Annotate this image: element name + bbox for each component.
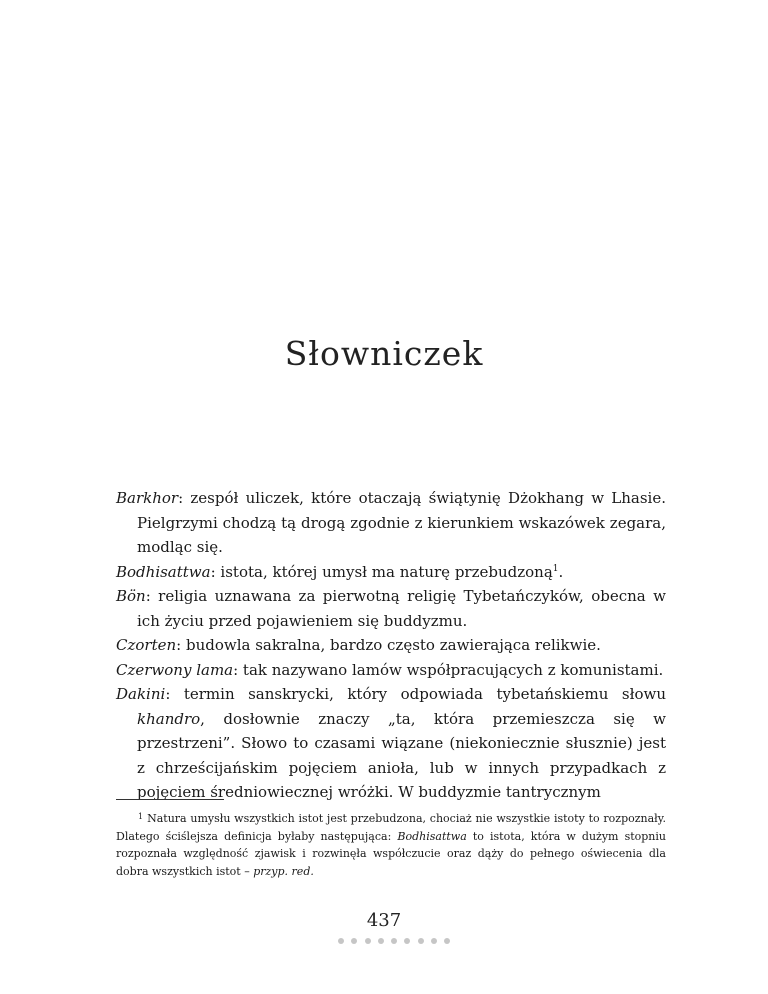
ornament-dot xyxy=(431,938,437,944)
ornament-dot xyxy=(378,938,384,944)
glossary-definition: : termin sanskrycki, który odpowiada tybetańskiemu słowu xyxy=(165,685,666,703)
footnote-term: Bodhisattwa xyxy=(397,829,467,843)
glossary-term: Barkhor xyxy=(116,489,179,507)
ornament-dot xyxy=(391,938,397,944)
glossary-term: Bön xyxy=(116,587,146,605)
ornament-dot xyxy=(338,938,344,944)
glossary-entry xyxy=(116,560,666,585)
ornament-dot xyxy=(418,938,424,944)
page-number: 437 xyxy=(366,910,402,931)
ornament-dot xyxy=(404,938,410,944)
glossary-definition: : istota, której umysł ma naturę przebudzoną xyxy=(210,562,553,581)
ornament-dot xyxy=(351,938,357,944)
glossary-entry xyxy=(116,584,666,633)
ornament-dot xyxy=(444,938,450,944)
ornament-dot xyxy=(365,938,371,944)
glossary-definition: : budowla sakralna, bardzo często zawierająca relikwie. xyxy=(176,636,601,654)
glossary-entry xyxy=(116,486,666,560)
glossary-definition: : religia uznawana za pierwotną religię Tybetańczyków, obecna w ich życiu przed pojawieniem się buddyzmu. xyxy=(137,587,666,630)
glossary-list xyxy=(116,486,666,805)
footnote-text: Natura umysłu wszystkich istot jest przebudzona, chociaż nie wszystkie istoty to rozpoznały. Dlatego ściślejsza definicja byłaby następująca: xyxy=(116,812,666,843)
glossary-term: Czerwony lama xyxy=(116,660,234,679)
editor-note: przyp. red. xyxy=(253,864,314,878)
glossary-definition: : zespół uliczek, które otaczają świątynię Dżokhang w Lhasie. Pielgrzymi chodzą tą drogą zgodnie z kierunkiem wskazówek zegara, modląc się. xyxy=(137,489,666,556)
chapter-title: Słowniczek xyxy=(284,334,484,373)
page-ornament-dots xyxy=(338,938,450,946)
glossary-definition-rest: , dosłownie znaczy „ta, która przemieszcza się w przestrzeni”. Słowo to czasami wiązane (niekoniecznie słusznie) jest z chrześcijańskim pojęciem anioła, lub w innych przypadkach z pojęciem średniowiecznej wróżki. W buddyzmie tantrycznym xyxy=(137,709,666,801)
glossary-definition: : tak nazywano lamów współpracujących z komunistami. xyxy=(233,660,664,679)
glossary-entry xyxy=(116,682,666,805)
glossary-inline-term: khandro xyxy=(137,709,201,728)
glossary-definition-end: . xyxy=(558,562,564,581)
glossary-term: Czorten xyxy=(116,636,177,654)
glossary-term: Bodhisattwa xyxy=(116,562,211,581)
glossary-term: Dakini xyxy=(116,685,166,703)
footnote-mark: 1 xyxy=(138,812,144,821)
glossary-entry xyxy=(116,658,666,683)
footnote-divider xyxy=(116,799,224,800)
footnote-text-continued: to istota, która w dużym stopniu rozpoznała względność zjawisk i rozwinęła współczucie oraz dąży do pełnego oświecenia dla dobra wszystkich istot – xyxy=(116,829,666,878)
footnote-reference[interactable]: 1 xyxy=(552,563,559,574)
footnote xyxy=(116,808,666,880)
glossary-entry xyxy=(116,633,666,658)
